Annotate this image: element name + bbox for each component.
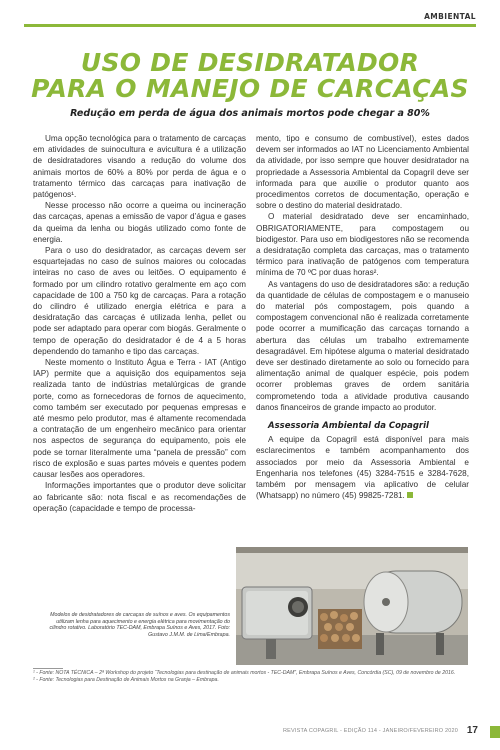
paragraph: Nesse processo não ocorre a queima ou incineração das carcaças, apenas a emissão de vapor d’água e gases da queima da lenha ou biogás utilizado como fonte de energia. (33, 201, 246, 244)
article-photo (236, 547, 468, 665)
footnote: ¹ - Fonte: NOTA TÉCNICA – 2ª Workshop do projeto “Tecnologias para destinação de animais mortos - TEC-DAM”, Embrapa Suínos e Aves, Concórdia (SC), 09 de novembro de 2016. (33, 670, 456, 676)
page-number: 17 (466, 725, 478, 736)
left-column (33, 133, 246, 514)
page-footer (0, 726, 500, 738)
accent-bar (490, 726, 500, 738)
subheading: Assessoria Ambiental da Copagril (268, 421, 429, 432)
closing-text: A equipe da Copagril está disponível para mais esclarecimentos e também acompanhamento dos associados por meio da Assessoria Ambiental e Engenharia nos telefones (45) 3284-7515 e 3284-7628, também por mensagem via aplicativo de celular (Whatsapp) no número (45) 99825-7281. (256, 435, 469, 501)
end-mark-icon (407, 492, 413, 498)
photo-caption: Modelos de desidratadores de carcaças de suínos e aves. Os equipamentos utilizam lenha para aquecimento e energia elétrica para movimentação do cilindro rotativo. Laboratório TEC-DAM, Embrapa Suínos e Aves, 2017. Foto: Gustavo J.M.M. de Lima/Embrapa. (49, 612, 230, 638)
footnotes (33, 670, 468, 684)
section-header (24, 12, 476, 27)
paragraph: mento, tipo e consumo de combustível), estes dados devem ser informados ao IAT no Licenciamento Ambiental da atividade, por isso sempre que houver desidratador na propriedade a Assessoria Ambiental da Copagril deve ser informada para que auxilie o produtor quanto aos procedimentos corretos de documentação, operação e sobre o destino do material desidratado. (256, 134, 469, 211)
paragraph: Uma opção tecnológica para o tratamento de carcaças em atividades de suinocultura e avicultura é a utilização de desidratadores visando a redução do volume dos animais mortos de 60% a 80% por perda de água e o tratamento térmico das carcaças para inativação de patógenos¹. (33, 134, 246, 200)
dehydrator-photo (236, 547, 468, 665)
section-label: AMBIENTAL (418, 12, 476, 21)
article-title-line-2: PARA O MANEJO DE CARCAÇAS (31, 74, 469, 103)
closing-paragraph (256, 434, 469, 501)
footnote-divider (33, 668, 63, 669)
paragraph: O material desidratado deve ser encaminhado, OBRIGATORIAMENTE, para compostagem ou biodigestor. Para uso em biodigestores não se recomenda a desidratação completa das carcaças, mas o tratamento térmico para inativação de patógenos com temperatura mínima de 70 ºC por duas horas². (256, 212, 469, 278)
paragraph: Informações importantes que o produtor deve solicitar ao fabricante são: nota fiscal e as recomendações de operação (capacidade e tempo de processa- (33, 481, 246, 513)
publication-info: REVISTA COPAGRIL - EDIÇÃO 114 - JANEIRO/FEVEREIRO 2020 (282, 728, 458, 734)
firewood-pile (318, 609, 362, 649)
footnote: ² - Fonte: Tecnologias para Destinação de Animais Mortos na Granja – Embrapa. (33, 676, 219, 683)
paragraph: Neste momento o Instituto Água e Terra - IAT (Antigo IAP) permite que a aquisição dos equipamentos seja realizada tanto de indústrias metalúrgicas de grande porte, como as fornecedoras de fornos de aquecimento, como também ser executado por pequenas empresas e até mesmo pelo produtor, mas é altamente recomendada a contratação de um engenheiro mecânico para orientar nos aspectos de segurança do equipamento, pois ele pode se tornar literalmente uma “panela de pressão” com risco de explosão e suas partes móveis e quentes podem causar lesões aos operadores. (33, 358, 246, 480)
article-subtitle: Redução em perda de água dos animais mortos pode chegar a 80% (70, 108, 430, 119)
paragraph: Para o uso do desidratador, as carcaças devem ser esquartejadas no caso de suínos maiores ou colocadas inteiras no caso de aves ou leitões. O equipamento é formado por um cilindro rotativo geralmente em aço com capacidade de 100 a 750 kg de carcaças. Para a rotação do cilindro é utilizado energia elétrica e para a desidratação das carcaças é utilizada lenha, pellet ou pode ser adaptado para operar com biogás. Geralmente o tempo de operação do desidratador é de 4 a 5 horas dependendo do tamanho e tipo das carcaças. (33, 246, 246, 356)
paragraph: As vantagens do uso de desidratadores são: a redução da quantidade de células de compostagem e o manuseio do material pós compostagem, pois quando a compostagem convencional não é realizada corretamente pode ocorrer a mumificação das carcaças tornando a abertura das células um trabalho extremamente desagradável. Em hipótese alguma o material desidratado deve ser destinado diretamente ao solo ou fornecido para alimentação animal de qualquer espécie, pois podem ocorrer problemas graves de ordem sanitária comprometendo toda a atividade produtiva causando danos financeiros de grande impacto ao produtor. (256, 279, 469, 412)
article-title-line-1: USO DE DESIDRATADOR (80, 48, 420, 77)
right-column (256, 133, 469, 502)
